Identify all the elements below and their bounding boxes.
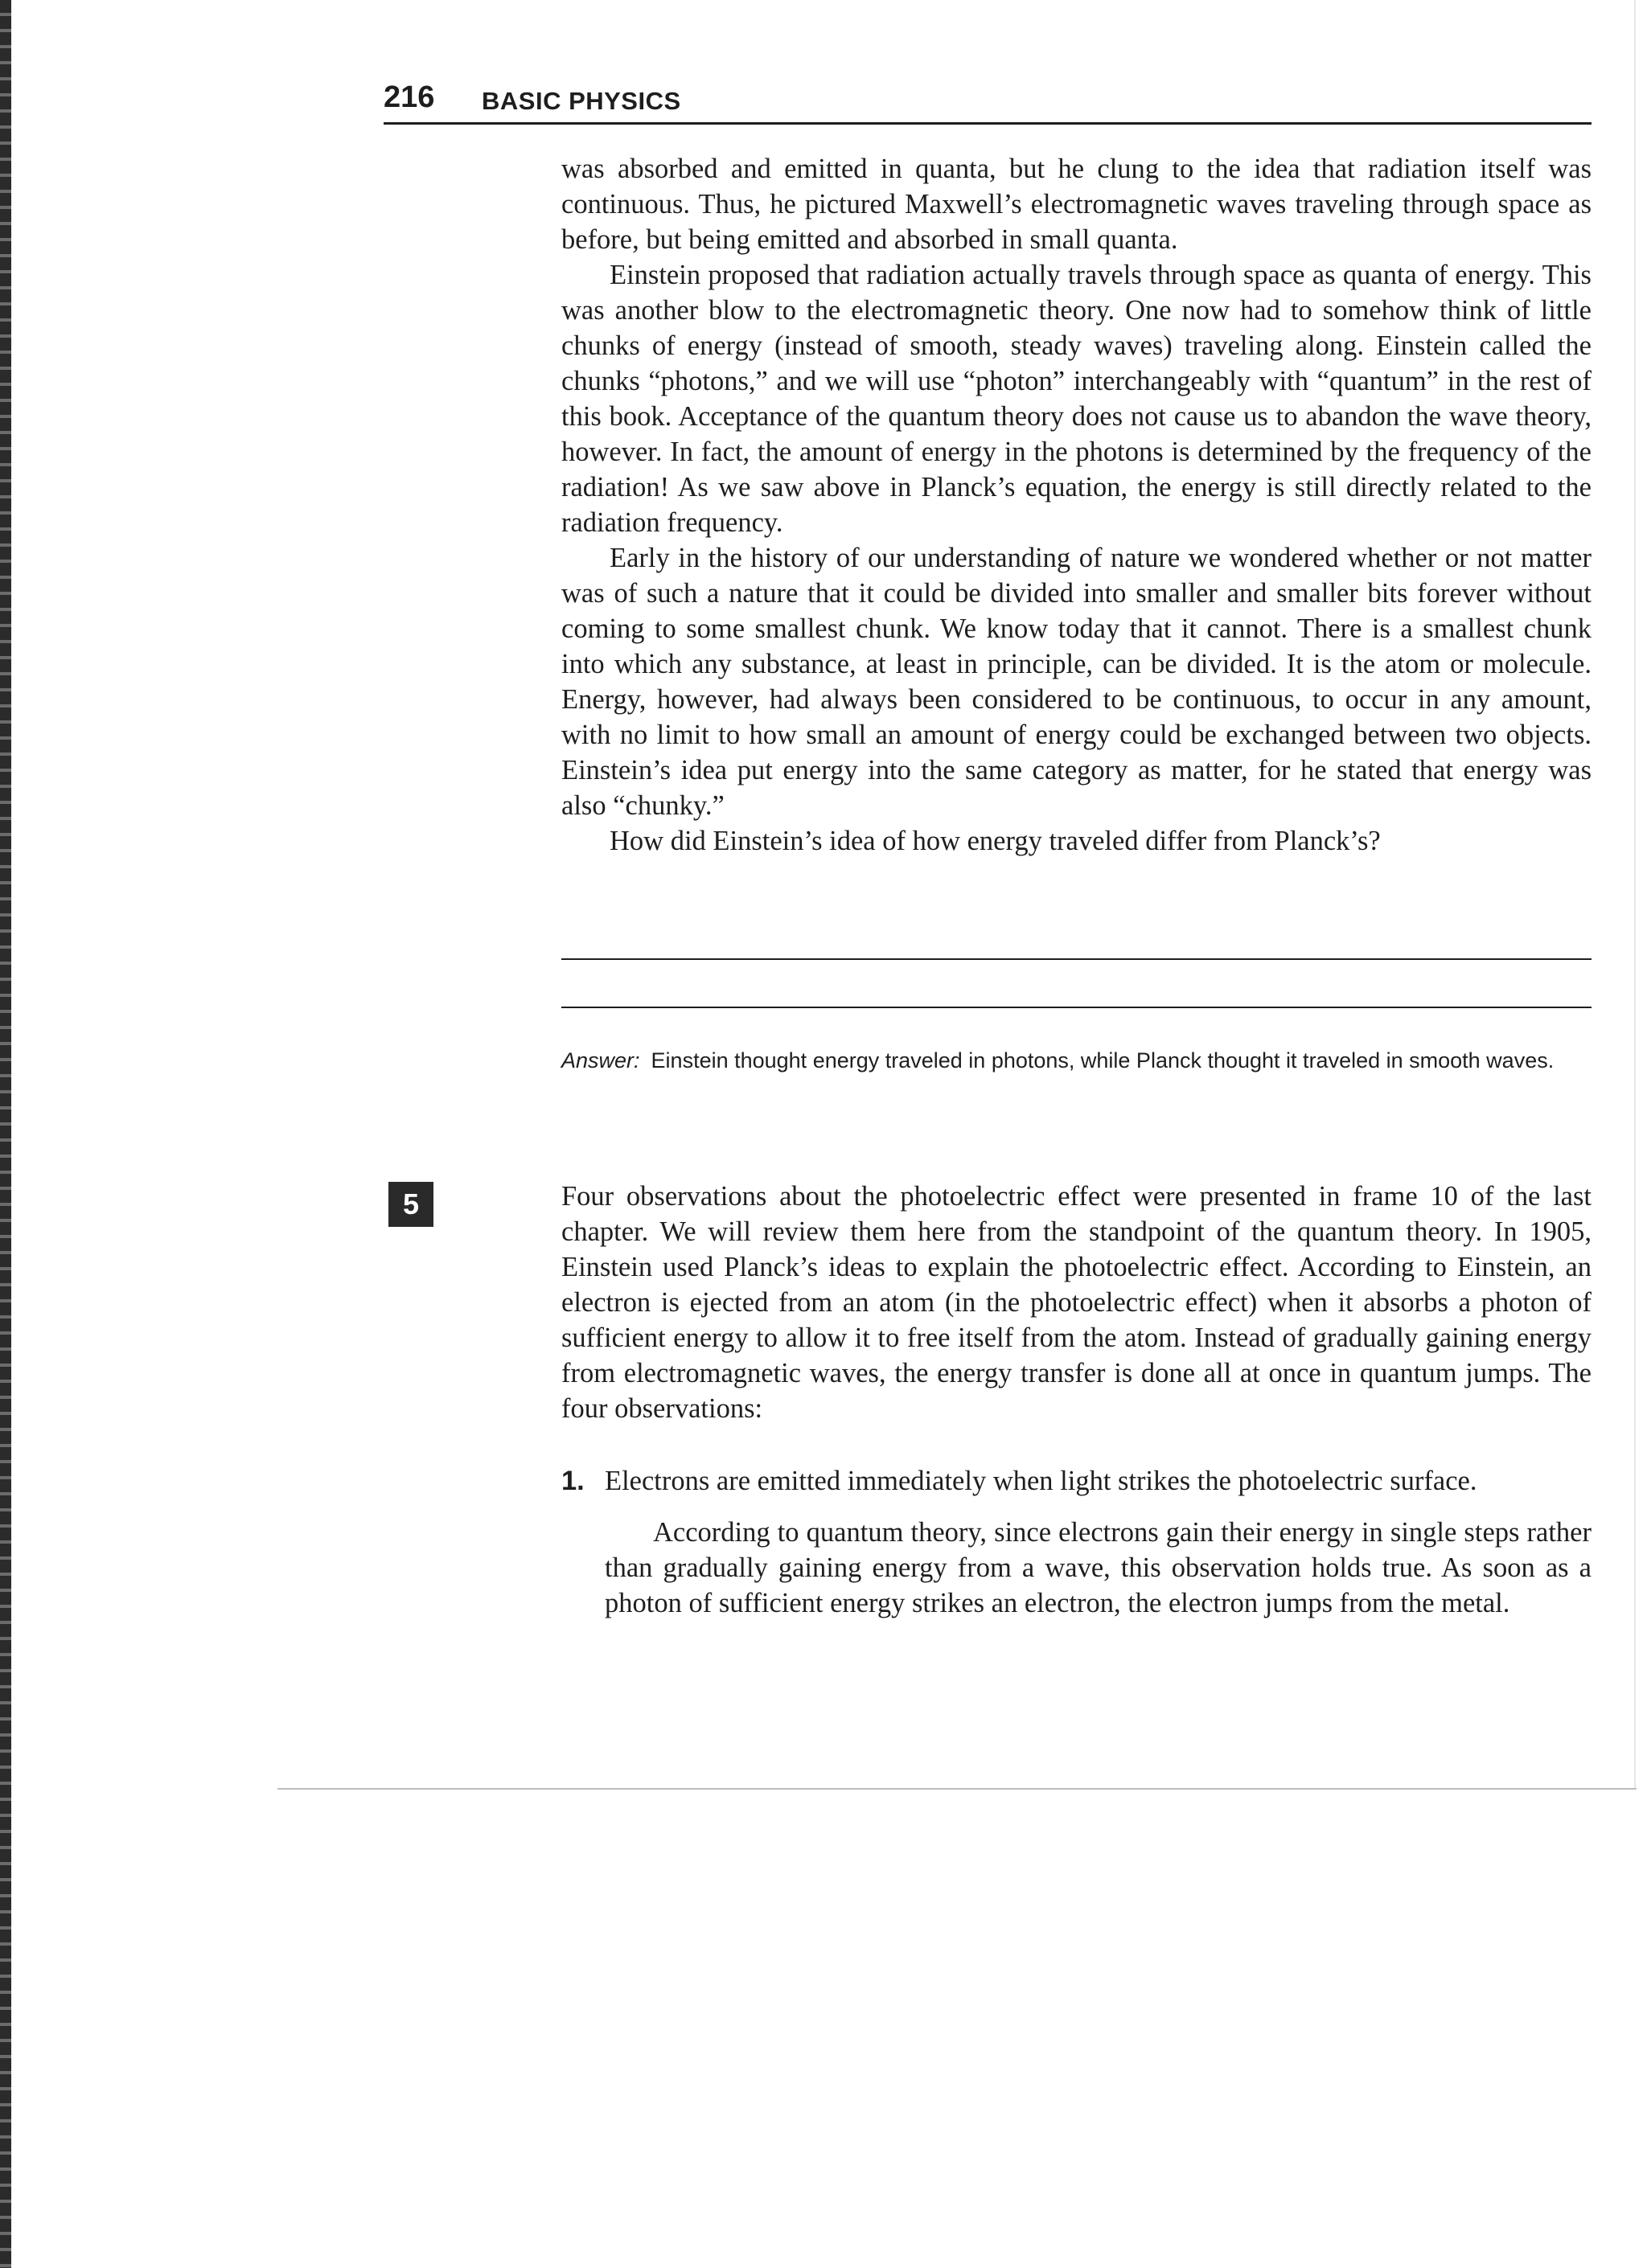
paragraph-1: was absorbed and emitted in quanta, but he clung to the idea that radiation itself was continuous. Thus, he pictured Maxwell’s electromagnetic waves traveling through space as before, but being emitted and absorbed in small quanta.: [561, 154, 1592, 255]
scan-binding-edge: [0, 0, 11, 2268]
list-item-explanation: [605, 1515, 1592, 1621]
paragraph-2: Einstein proposed that radiation actually travels through space as quanta of energy. This was another blow to the electromagnetic theory. One now had to somehow think of little chunks of energy (instead of smooth, steady waves) traveling along. Einstein called the chunks “photons,” and we will use “photon” interchangeably with “quantum” in the rest of this book. Acceptance of the quantum theory does not cause us to abandon the wave theory, however. In fact, the amount of energy in the photons is determined by the frequency of the radiation! As we saw above in Planck’s equation, the energy is still directly related to the radiation frequency.: [561, 260, 1592, 538]
answer-blank-line-2[interactable]: [561, 1007, 1592, 1008]
list-item: [561, 1463, 1592, 1499]
question: How did Einstein’s idea of how energy traveled differ from Planck’s?: [610, 826, 1381, 856]
frame-intro-paragraph: Four observations about the photoelectric effect were presented in frame 10 of the last chapter. We will review them here from the standpoint of the quantum theory. In 1905, Einstein used Planck’s ideas to explain the photoelectric effect. According to Einstein, an electron is ejected from an atom (in the photoelectric effect) when it absorbs a photon of sufficient energy to allow it to free itself from the atom. Instead of gradually gaining energy from electromagnetic waves, the energy transfer is done all at once in quantum jumps. The four observations:: [561, 1181, 1592, 1424]
paragraph-3: Early in the history of our understanding of nature we wondered whether or not matter was of such a nature that it could be divided into smaller and smaller bits forever without coming to some smallest chunk. We know today that it cannot. There is a smallest chunk into which any substance, at least in principle, can be divided. It is the atom or molecule. Energy, however, had always been considered to be continuous, to occur in any amount, with no limit to how small an amount of energy could be exchanged between two objects. Einstein’s idea put energy into the same category as matter, for he stated that energy was also “chunky.”: [561, 543, 1592, 821]
frame-number-badge: 5: [388, 1182, 433, 1227]
answer-label: Answer:: [561, 1048, 640, 1072]
list-item-explanation-text: According to quantum theory, since electrons gain their energy in single steps rather than gradually gaining energy from a wave, this observation holds true. As soon as a photon of sufficient energy strikes an electron, the electron jumps from the metal.: [605, 1517, 1592, 1618]
answer-blank-line-1[interactable]: [561, 958, 1592, 960]
answer-text: Einstein thought energy traveled in photons, while Planck thought it traveled in smooth waves.: [651, 1048, 1555, 1072]
list-item-text: Electrons are emitted immediately when light strikes the photoelectric surface.: [605, 1466, 1477, 1496]
section-title: BASIC PHYSICS: [482, 87, 681, 115]
answer: [561, 1045, 1592, 1077]
list-item-number: 1.: [561, 1466, 585, 1496]
running-head: [384, 80, 1592, 125]
page-number: 216: [384, 80, 435, 114]
frame-intro: [561, 1179, 1592, 1426]
page-right-edge: [1634, 0, 1636, 1790]
main-text: [561, 151, 1592, 859]
page-bottom-edge: [277, 1788, 1637, 1790]
